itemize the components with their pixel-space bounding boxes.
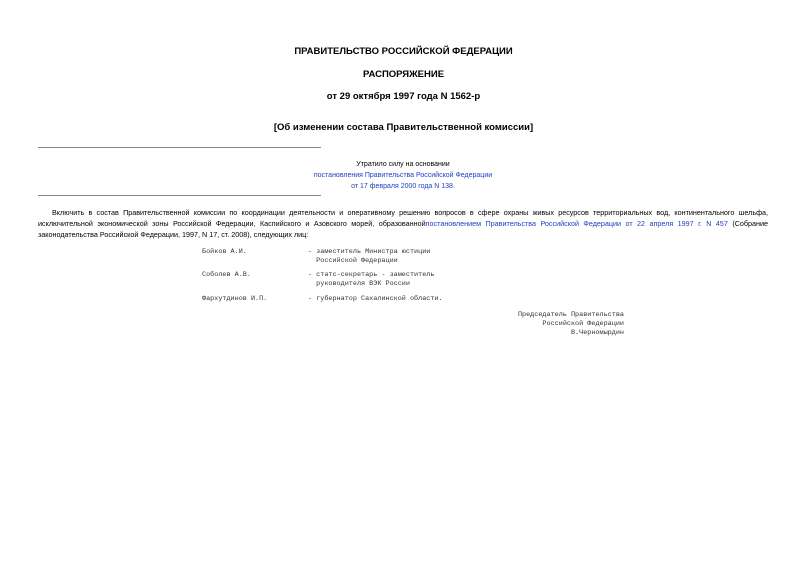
- body-text-after-link: (Собрание законодательства Российской Федерации, 1997, N 17, ст. 2008), следующих лиц:: [38, 219, 769, 239]
- decree-link[interactable]: постановлением Правительства Российской Федерации от 22 апреля 1997 г. N 457: [425, 219, 728, 228]
- member-position-1: - заместитель Министра юстиции Российской Федерации: [308, 248, 431, 265]
- signature-name: В.Черномырдин: [570, 329, 624, 337]
- body-text-before-link: Включить в состав Правительственной комиссии по координации деятельности и оперативному решению вопросов в сфере охраны живых ресурсов территориальных вод, континентального шельфа, исключительной экономической зоны Российской Федерации, Каспийского и Азовского морей, образованной: [38, 208, 768, 228]
- signature-country: Российской Федерации: [542, 320, 624, 328]
- member-name-3: Фархутдинов И.П.: [202, 295, 268, 303]
- divider-bottom: [38, 195, 321, 196]
- government-title: ПРАВИТЕЛЬСТВО РОССИЙСКОЙ ФЕДЕРАЦИИ: [294, 46, 513, 57]
- document-type: РАСПОРЯЖЕНИЕ: [362, 69, 445, 80]
- member-position-2: - статс-секретарь - заместитель руководителя ВЭК России: [308, 271, 435, 288]
- member-name-1: Бойков А.И.: [202, 248, 247, 256]
- document-subject: [Об изменении состава Правительственной комиссии]: [273, 122, 534, 133]
- status-note-line1: Утратило силу на основании: [356, 161, 450, 168]
- signature-title: Председатель Правительства: [517, 311, 624, 319]
- body-paragraph: [38, 207, 768, 240]
- signature-block: [470, 311, 624, 338]
- repeal-link-line1[interactable]: постановления Правительства Российской Федерации: [313, 172, 493, 179]
- member-name-2: Соболев А.В.: [202, 271, 251, 279]
- member-position-3: - губернатор Сахалинской области.: [308, 295, 443, 303]
- document-date-number: от 29 октября 1997 года N 1562-р: [326, 91, 481, 102]
- repeal-link-line2[interactable]: от 17 февраля 2000 года N 138.: [351, 183, 455, 190]
- divider-top: [38, 147, 321, 148]
- status-note: [300, 159, 506, 192]
